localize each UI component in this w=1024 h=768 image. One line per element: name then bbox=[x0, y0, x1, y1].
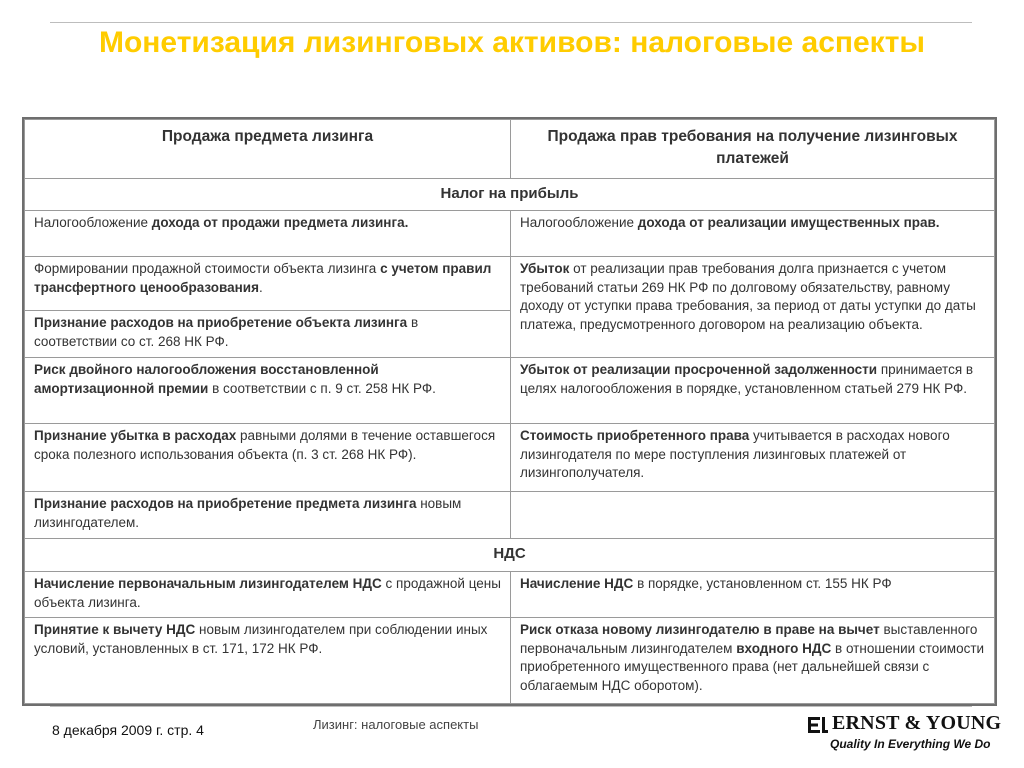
cell-text-bold: Убыток bbox=[520, 261, 570, 276]
cell-text: от реализации прав требования долга признается с учетом требований статьи 269 НК РФ по долговому обязательству, равному доходу от уступки права требования, за период от даты уступки до даты платежа, предусмотренного договором на реализацию объекта. bbox=[520, 261, 976, 332]
bottom-divider bbox=[50, 706, 972, 707]
page-title: Монетизация лизинговых активов: налоговые аспекты bbox=[98, 26, 926, 59]
cell-text-bold: Начисление первоначальным лизингодателем НДС bbox=[34, 576, 382, 591]
cell-text: выставленного первоначальным лизингодателем bbox=[520, 622, 978, 656]
cell-text: учитывается в расходах нового лизингодателя по мере поступления лизинговых платежей от лизингополучателя. bbox=[520, 428, 950, 480]
cell-text: в порядке, установленном ст. 155 НК РФ bbox=[633, 576, 892, 591]
table-cell-empty bbox=[511, 492, 995, 539]
table-cell bbox=[25, 311, 511, 358]
table-row bbox=[25, 424, 995, 492]
cell-text-bold: Убыток от реализации просроченной задолженности bbox=[520, 362, 878, 377]
table-row bbox=[25, 358, 995, 424]
cell-text: Налогообложение bbox=[520, 215, 638, 230]
cell-text: новым лизингодателем. bbox=[34, 496, 462, 530]
cell-text-bold: дохода от реализации имущественных прав. bbox=[637, 215, 940, 230]
cell-text-bold: Риск двойного налогообложения восстановленной амортизационной премии bbox=[34, 362, 379, 396]
table-cell bbox=[25, 492, 511, 539]
table-cell bbox=[511, 257, 995, 358]
footer-date-page: 8 декабря 2009 г. стр. 4 bbox=[52, 722, 204, 738]
ernst-young-logo bbox=[808, 712, 1002, 754]
table-cell bbox=[511, 618, 995, 704]
cell-text-bold: Стоимость приобретенного права bbox=[520, 428, 750, 443]
cell-text-bold: входного НДС bbox=[736, 640, 832, 656]
table-cell bbox=[25, 211, 511, 257]
section-row-profit-tax bbox=[25, 179, 995, 211]
cell-text-bold: с учетом правил трансфертного ценообразования bbox=[34, 261, 492, 295]
top-divider bbox=[50, 22, 972, 23]
table-row bbox=[25, 257, 995, 311]
cell-text-bold: Начисление НДС bbox=[520, 576, 634, 591]
table-cell bbox=[25, 424, 511, 492]
cell-text: равными долями в течение оставшегося срока полезного использования объекта (п. 3 ст. 268 НК РФ). bbox=[34, 428, 496, 462]
cell-text-bold: Признание расходов на приобретение предмета лизинга bbox=[34, 496, 417, 511]
section-row-vat bbox=[25, 539, 995, 572]
table-row bbox=[25, 618, 995, 704]
table-cell bbox=[25, 572, 511, 618]
table-cell bbox=[511, 358, 995, 424]
table-header-row bbox=[25, 120, 995, 179]
cell-text-bold: дохода от продажи предмета лизинга. bbox=[151, 215, 409, 230]
cell-text-bold: Признание убытка в расходах bbox=[34, 428, 237, 443]
logo-brand-text: ERNST & YOUNG bbox=[832, 712, 1002, 734]
table-row bbox=[25, 211, 995, 257]
tax-comparison-table bbox=[22, 117, 997, 706]
cell-text: принимается в целях налогообложения в порядке, установленном статьей 279 НК РФ. bbox=[520, 362, 974, 396]
cell-text-bold: Риск отказа новому лизингодателю в праве на вычет bbox=[520, 622, 880, 637]
ey-mark-icon bbox=[808, 715, 828, 735]
table-cell bbox=[25, 618, 511, 704]
cell-text: в отношении стоимости приобретенного имущественного права (нет дальнейшей связи с облагаемым НДС оборотом). bbox=[520, 640, 985, 693]
section-title-profit-tax: Налог на прибыль bbox=[25, 179, 995, 211]
cell-text: Налогообложение bbox=[34, 215, 152, 230]
table-cell bbox=[25, 358, 511, 424]
cell-text: в соответствии с п. 9 ст. 258 НК РФ. bbox=[208, 380, 436, 396]
table-cell bbox=[25, 257, 511, 311]
cell-text: Формировании продажной стоимости объекта лизинга bbox=[34, 261, 381, 276]
table-cell bbox=[511, 211, 995, 257]
table-cell bbox=[511, 424, 995, 492]
table-row bbox=[25, 572, 995, 618]
cell-text-bold: Признание расходов на приобретение объекта лизинга bbox=[34, 315, 408, 330]
cell-text-bold: Принятие к вычету НДС bbox=[34, 622, 196, 637]
cell-text: с продажной цены объекта лизинга. bbox=[34, 576, 501, 610]
cell-text: . bbox=[259, 279, 263, 295]
column-header-asset-sale: Продажа предмета лизинга bbox=[25, 120, 511, 179]
cell-text: новым лизингодателем при соблюдении иных условий, установленных в ст. 171, 172 НК РФ. bbox=[34, 622, 488, 656]
footer-subject: Лизинг: налоговые аспекты bbox=[313, 717, 479, 732]
logo-tagline: Quality In Everything We Do bbox=[830, 737, 991, 751]
column-header-claim-sale: Продажа прав требования на получение лизинговых платежей bbox=[511, 120, 995, 179]
cell-text: в соответствии со ст. 268 НК РФ. bbox=[34, 315, 419, 349]
table-row bbox=[25, 492, 995, 539]
table-cell bbox=[511, 572, 995, 618]
section-title-vat: НДС bbox=[25, 539, 995, 572]
